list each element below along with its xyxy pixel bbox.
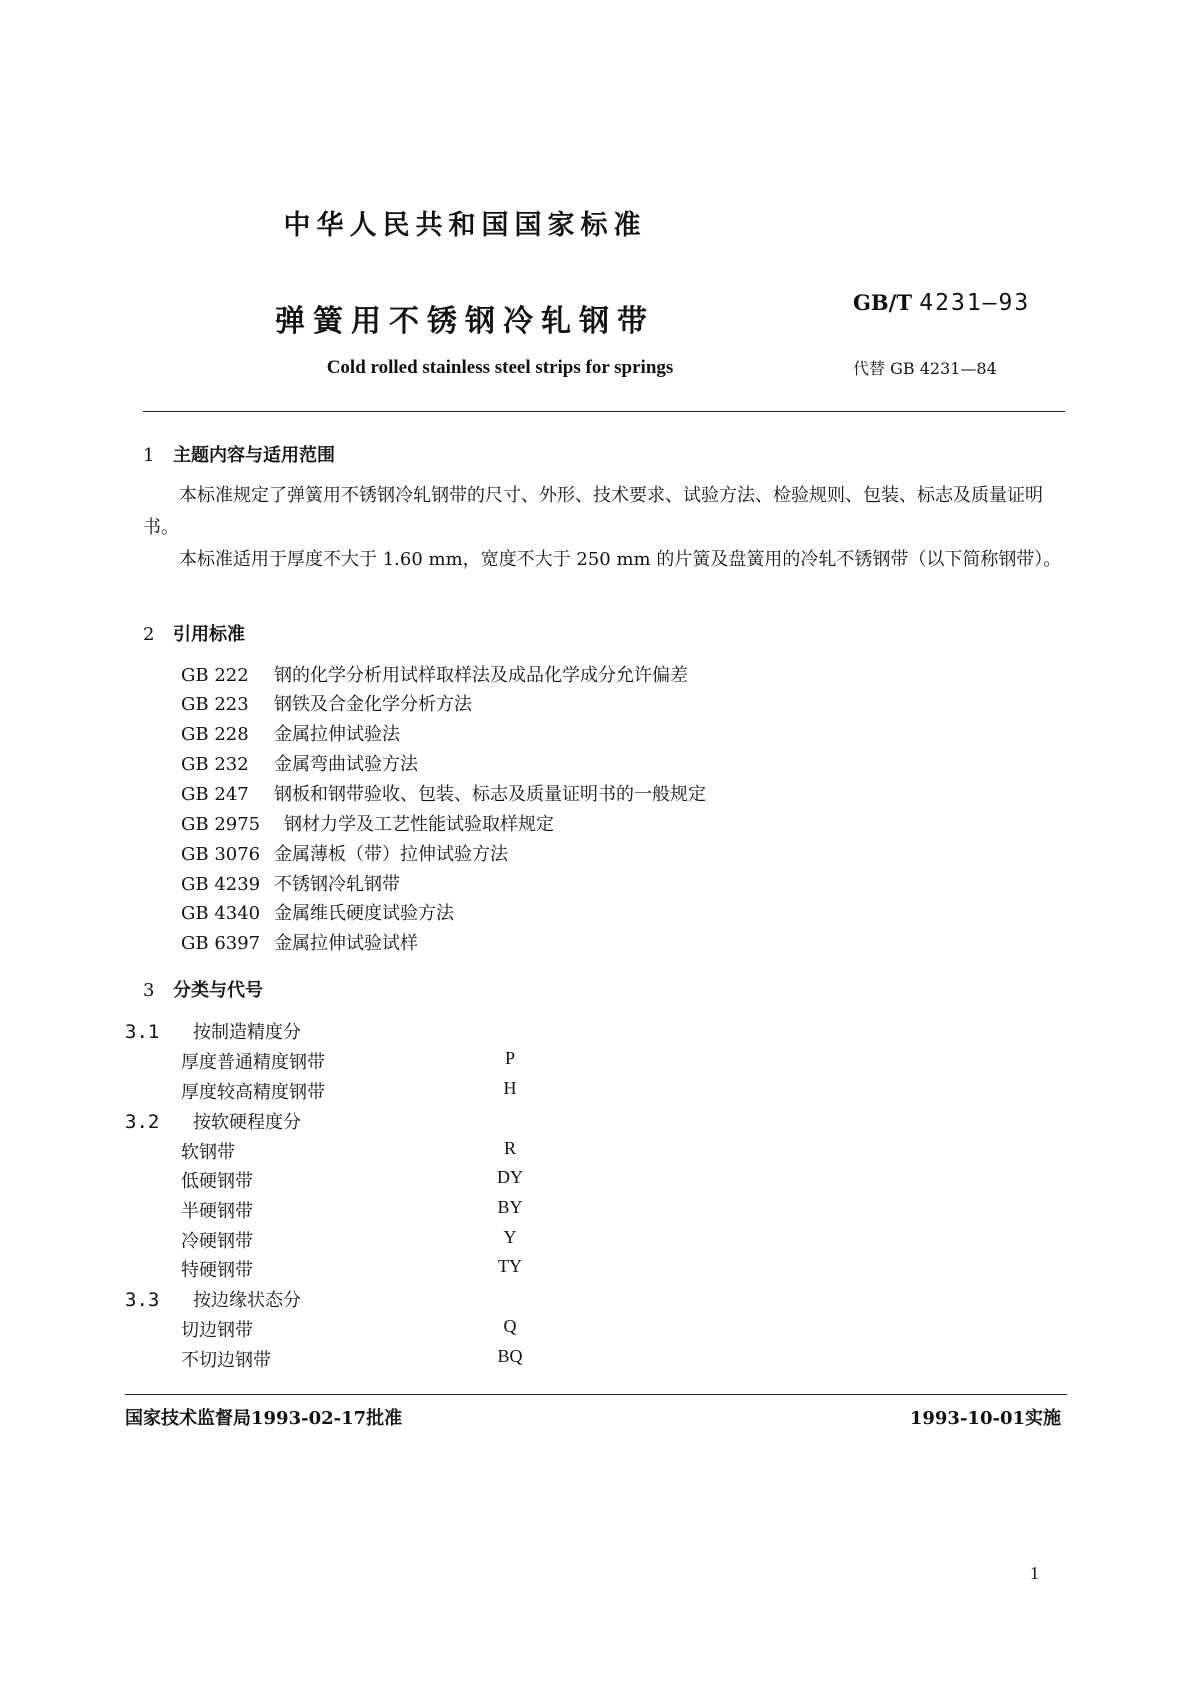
reference-code: GB 222: [181, 665, 249, 686]
reference-item: [181, 870, 400, 896]
reference-code: GB 6397: [181, 933, 261, 954]
section-number: 2: [143, 624, 155, 645]
category-code: P: [504, 1048, 515, 1068]
reference-code: GB 2975: [181, 814, 261, 835]
approval-date: 国家技术监督局1993-02-17批准: [125, 1408, 403, 1429]
category-code: DY: [497, 1167, 523, 1187]
reference-title: 金属薄板（带）拉伸试验方法: [274, 844, 508, 865]
reference-title: 钢的化学分析用试样取样法及成品化学成分允许偏差: [274, 665, 688, 686]
reference-item: [181, 661, 688, 687]
category-code: TY: [498, 1256, 522, 1276]
category-name: 半硬钢带: [181, 1201, 253, 1222]
document-title-cn: 弹簧用不锈钢冷轧钢带: [275, 304, 655, 339]
category-name: 切边钢带: [181, 1320, 253, 1341]
footer-divider: [125, 1394, 1067, 1395]
section-2-heading: [143, 620, 245, 646]
reference-title: 金属拉伸试验法: [274, 724, 400, 745]
subsection-title: 按边缘状态分: [193, 1290, 301, 1311]
category-code: Y: [503, 1227, 517, 1247]
reference-code: GB 232: [181, 754, 249, 775]
subsection-number: 3.1: [125, 1021, 160, 1043]
section-1-heading: [143, 441, 335, 467]
reference-item: [181, 810, 554, 836]
reference-title: 钢板和钢带验收、包装、标志及质量证明书的一般规定: [274, 784, 706, 805]
reference-code: GB 247: [181, 784, 249, 805]
subsection-3-1-heading: [125, 1018, 301, 1044]
category-name: 厚度普通精度钢带: [181, 1052, 325, 1073]
standard-code: 4231—93: [919, 290, 1031, 316]
category-name: 低硬钢带: [181, 1171, 253, 1192]
reference-title: 金属弯曲试验方法: [274, 754, 418, 775]
standard-prefix: GB/T: [853, 290, 912, 315]
standard-number: [853, 290, 1030, 316]
reference-code: GB 4340: [181, 903, 261, 924]
reference-item: [181, 899, 454, 925]
category-code: Q: [503, 1316, 517, 1336]
section-number: 3: [143, 980, 155, 1001]
reference-title: 不锈钢冷轧钢带: [274, 874, 400, 895]
subsection-3-2-heading: [125, 1108, 301, 1134]
subsection-number: 3.2: [125, 1111, 160, 1133]
paragraph: 本标准适用于厚度不大于 1.60 mm，宽度不大于 250 mm 的片簧及盘簧用的冷轧不锈钢带（以下简称钢带）。: [179, 549, 1062, 570]
reference-title: 金属维氏硬度试验方法: [274, 903, 454, 924]
section-1-body: [143, 480, 1067, 576]
implementation-date: 1993-10-01实施: [909, 1408, 1061, 1429]
reference-item: [181, 929, 418, 955]
reference-item: [181, 750, 418, 776]
reference-item: [181, 780, 706, 806]
category-name: 厚度较高精度钢带: [181, 1082, 325, 1103]
category-code: BY: [497, 1197, 523, 1217]
paragraph: 本标准规定了弹簧用不锈钢冷轧钢带的尺寸、外形、技术要求、试验方法、检验规则、包装、标志及质量证明书。: [143, 485, 1043, 538]
reference-code: GB 223: [181, 694, 249, 715]
category-name: 特硬钢带: [181, 1260, 253, 1281]
reference-title: 金属拉伸试验试样: [274, 933, 418, 954]
subsection-title: 按软硬程度分: [193, 1112, 301, 1133]
reference-title: 钢材力学及工艺性能试验取样规定: [284, 814, 554, 835]
header-divider: [143, 411, 1065, 412]
subsection-title: 按制造精度分: [193, 1022, 301, 1043]
replaces-standard: 代替 GB 4231—84: [853, 359, 997, 378]
category-name: 不切边钢带: [181, 1350, 271, 1371]
reference-code: GB 228: [181, 724, 249, 745]
reference-title: 钢铁及合金化学分析方法: [274, 694, 472, 715]
reference-item: [181, 840, 508, 866]
reference-code: GB 3076: [181, 844, 261, 865]
document-title-en: Cold rolled stainless steel strips for springs: [326, 357, 674, 378]
category-name: 冷硬钢带: [181, 1231, 253, 1252]
category-name: 软钢带: [181, 1142, 235, 1163]
category-code: BQ: [497, 1346, 523, 1366]
reference-item: [181, 690, 472, 716]
subsection-3-3-heading: [125, 1286, 301, 1312]
section-title: 分类与代号: [173, 980, 263, 1001]
national-standard-heading: 中华人民共和国国家标准: [283, 210, 647, 241]
page-number: 1: [1030, 1563, 1039, 1583]
section-title: 主题内容与适用范围: [173, 445, 335, 466]
section-3-heading: [143, 976, 263, 1002]
category-code: R: [503, 1138, 516, 1158]
section-title: 引用标准: [173, 624, 245, 645]
reference-item: [181, 720, 400, 746]
category-code: H: [503, 1078, 517, 1098]
reference-code: GB 4239: [181, 874, 261, 895]
section-number: 1: [143, 445, 155, 466]
subsection-number: 3.3: [125, 1289, 160, 1311]
